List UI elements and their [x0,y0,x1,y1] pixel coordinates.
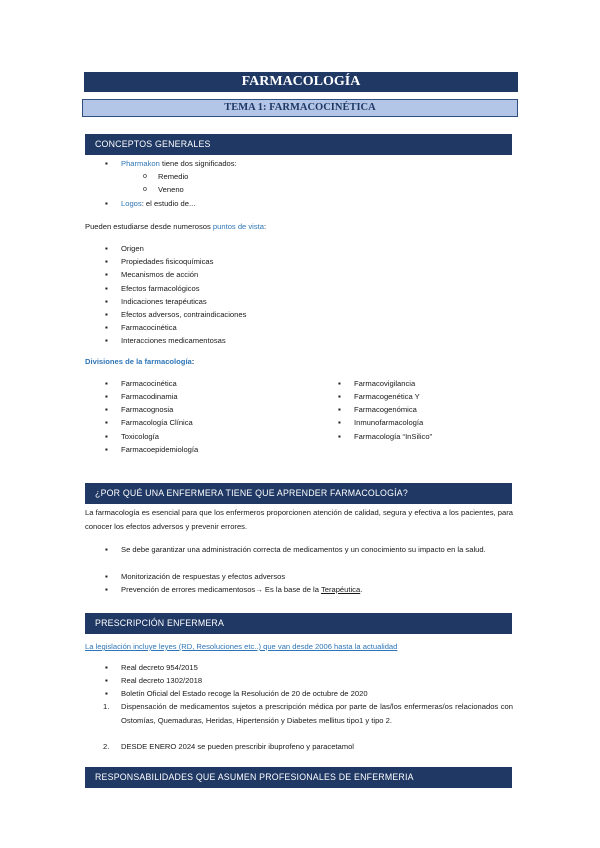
list-item: ▪ Real decreto 954/2015 [121,661,198,675]
logos-item [121,197,195,211]
intro-highlight: puntos de vista [212,222,265,231]
division-item: ▪ Farmacognosia [121,403,173,417]
division-item: ▪ Inmunofarmacología [354,416,423,430]
division-item: ▪ Farmacogenética Y [354,390,420,404]
intro-plain: Pueden estudiarse desde numerosos [85,222,213,231]
list-item: ▪ Origen [121,242,144,256]
bullet3-end: . [360,585,363,594]
division-item: ▪ Farmacovigilancia [354,377,415,391]
list-item: ▪ Efectos adversos, contraindicaciones [121,308,246,322]
item-text: DESDE ENERO 2024 se pueden prescribir ibuprofeno y paracetamol [121,742,354,751]
list-item: ▪ Mecanismos de acción [121,268,198,282]
intro-line [85,220,266,234]
division-item: ▪ Farmacoepidemiología [121,443,198,457]
section-heading-conceptos: CONCEPTOS GENERALES [85,134,512,155]
meaning-item: o Veneno [158,183,184,197]
list-item: ▪ Boletín Oficial del Estado recoge la Resolución de 20 de octubre de 2020 [121,687,368,701]
list-item: ▪ Efectos farmacológicos [121,282,200,296]
list-item: ▪ Se debe garantizar una administración correcta de medicamentos y un conocimiento su impacto en la salud. [121,543,513,557]
list-item: ▪ Indicaciones terapéuticas [121,295,207,309]
list-item: ▪ Interacciones medicamentosas [121,334,226,348]
division-item: ▪ Farmacología Clínica [121,416,193,430]
division-item: ▪ Farmacocinética [121,377,177,391]
intro-end: : [264,222,267,231]
pharmakon-term: Pharmakon [121,159,160,168]
meaning-item: o Remedio [158,170,188,184]
logos-rest: : el estudio de... [141,199,196,208]
list-item: ▪ Propiedades fisicoquímicas [121,255,213,269]
terapeutica-link[interactable]: Terapéutica [320,585,361,594]
division-item: ▪ Farmacología “InSilico” [354,430,432,444]
pharmakon-rest: tiene dos significados: [159,159,237,168]
numbered-item [103,700,513,727]
division-item: ▪ Farmacodinamia [121,390,178,404]
division-item: ▪ Farmacogenómica [354,403,417,417]
list-item [121,583,362,597]
section-heading-prescripcion: PRESCRIPCIÓN ENFERMERA [85,613,512,634]
page-title: FARMACOLOGÍA [84,72,518,92]
list-item: ▪ Farmacocinética [121,321,177,335]
numbered-item [103,740,354,754]
item-number: 2. [103,742,110,751]
item-number: 1. [103,702,110,711]
list-item: ▪ Real decreto 1302/2018 [121,674,202,688]
division-item: ▪ Toxicología [121,430,159,444]
topic-title: TEMA 1: FARMACOCINÉTICA [82,99,518,117]
legislacion-line: La legislación incluye leyes (RD, Resoluciones etc..) que van desde 2006 hasta la actualidad [85,642,398,651]
divisions-title: Divisiones de la farmacología [85,357,192,366]
porque-paragraph: La farmacología es esencial para que los enfermeros proporcionen atención de calidad, segura y efectiva a los pacientes, para conocer los efectos adversos y prevenir errores. [85,508,513,531]
divisions-label [85,355,194,369]
bullet3-text: Prevención de errores medicamentosos→ Es la base de la [121,585,321,594]
logos-term: Logos [121,199,142,208]
section-heading-responsabilidades: RESPONSABILIDADES QUE ASUMEN PROFESIONALES DE ENFERMERIA [85,767,512,788]
section-heading-porque: ¿POR QUÉ UNA ENFERMERA TIENE QUE APRENDER FARMACOLOGÍA? [85,483,512,504]
item-text: Dispensación de medicamentos sujetos a prescripción médica por parte de las/los enfermeras/os relacionados con Ostomías, Quemaduras, Heridas, Hipertensión y Diabetes mellitus tipo1 y tipo 2. [121,702,513,725]
divisions-colon: : [191,357,195,366]
list-item: ▪ Monitorización de respuestas y efectos adversos [121,570,285,584]
pharmakon-item [121,157,237,171]
